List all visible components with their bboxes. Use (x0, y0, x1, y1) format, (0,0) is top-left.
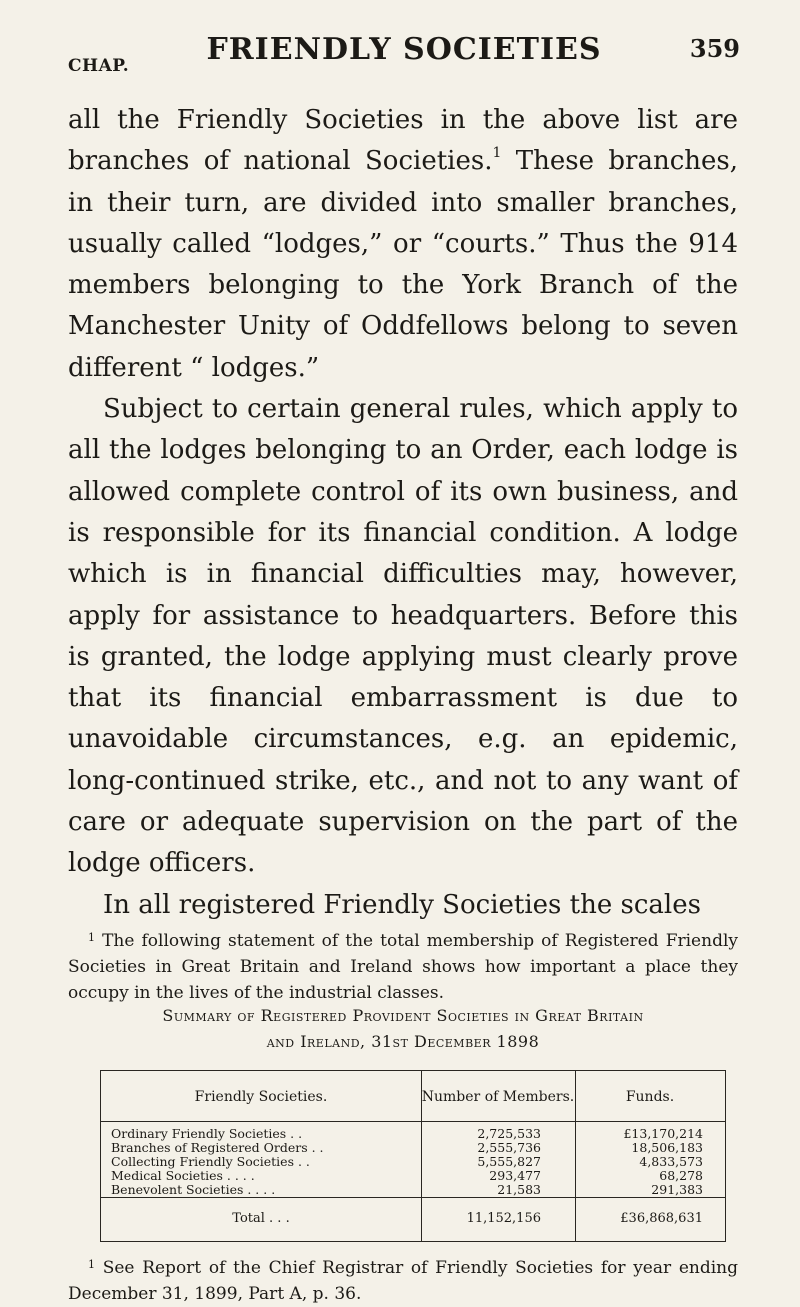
header-rule (101, 1121, 725, 1122)
row-members: 21,583 (497, 1182, 541, 1197)
chapter-marker: CHAP. (68, 56, 130, 76)
header-members: Number of Members. (421, 1089, 575, 1105)
row-members: 2,725,533 (477, 1126, 541, 1141)
footnote-mark: 1 (88, 931, 95, 944)
row-funds: 68,278 (659, 1168, 703, 1183)
total-funds: £36,868,631 (620, 1211, 703, 1226)
row-label: Branches of Registered Orders . . (111, 1140, 324, 1155)
paragraph-1: all the Friendly Societies in the above list are branches of national Societies.$^1$ These branches, in their turn, are divided into smaller branches, usually called “lodges,” or “courts.” Thus the 914 members belonging to the York Branch of the Manchester Unity of Oddfellows belong to seven different “ lodges.” (68, 105, 738, 383)
row-members: 2,555,736 (477, 1140, 541, 1155)
footnote-1 (68, 925, 738, 1006)
running-title: FRIENDLY SOCIETIES (206, 32, 602, 67)
table-title (68, 1003, 738, 1055)
row-funds: 18,506,183 (631, 1140, 703, 1155)
footnote-1-text: The following statement of the total membership of Registered Friendly Societies in Great Britain and Ireland shows how important a place they occupy in the lives of the industrial classes. (68, 931, 738, 1003)
header-societies: Friendly Societies. (194, 1089, 328, 1105)
footnote-2 (68, 1252, 738, 1307)
paragraph-3: In all registered Friendly Societies the scales (103, 889, 701, 920)
row-funds: £13,170,214 (623, 1126, 703, 1141)
body-text (68, 100, 738, 926)
summary-table (100, 1070, 726, 1242)
total-rule (101, 1197, 725, 1198)
row-members: 293,477 (489, 1168, 541, 1183)
row-funds: 291,383 (651, 1182, 703, 1197)
row-funds: 4,833,573 (639, 1154, 703, 1169)
running-head (68, 28, 740, 78)
footnote-2-text: See Report of the Chief Registrar of Friendly Societies for year ending December 31, 1899, Part A, p. 36. (68, 1258, 738, 1304)
row-label: Benevolent Societies . . . . (111, 1182, 276, 1197)
total-label: Total . . . (232, 1211, 290, 1226)
page-number: 359 (689, 34, 740, 63)
footnote-reference[interactable]: 1 (492, 145, 502, 162)
row-label: Collecting Friendly Societies . . (111, 1154, 310, 1169)
row-members: 5,555,827 (477, 1154, 541, 1169)
header-funds: Funds. (625, 1089, 675, 1105)
table-title-line-2: and Ireland, 31st December 1898 (266, 1032, 540, 1051)
total-members: 11,152,156 (466, 1211, 541, 1226)
row-label: Ordinary Friendly Societies . . (111, 1126, 303, 1141)
table-title-line-1: Summary of Registered Provident Societies in Great Britain (162, 1006, 644, 1025)
footnote-mark: 1 (88, 1258, 95, 1271)
row-label: Medical Societies . . . . (111, 1168, 255, 1183)
paragraph-2: Subject to certain general rules, which apply to all the lodges belonging to an Order, each lodge is allowed complete control of its own business, and is responsible for its financial condition. A lodge which is in financial difficulties may, however, apply for assistance to headquarters. Before this is granted, the lodge applying must clearly prove that its financial embarrassment is due to unavoidable circumstances, e.g. an epidemic, long-continued strike, etc., and not to any want of care or adequate supervision on the part of the lodge officers. (68, 394, 738, 879)
